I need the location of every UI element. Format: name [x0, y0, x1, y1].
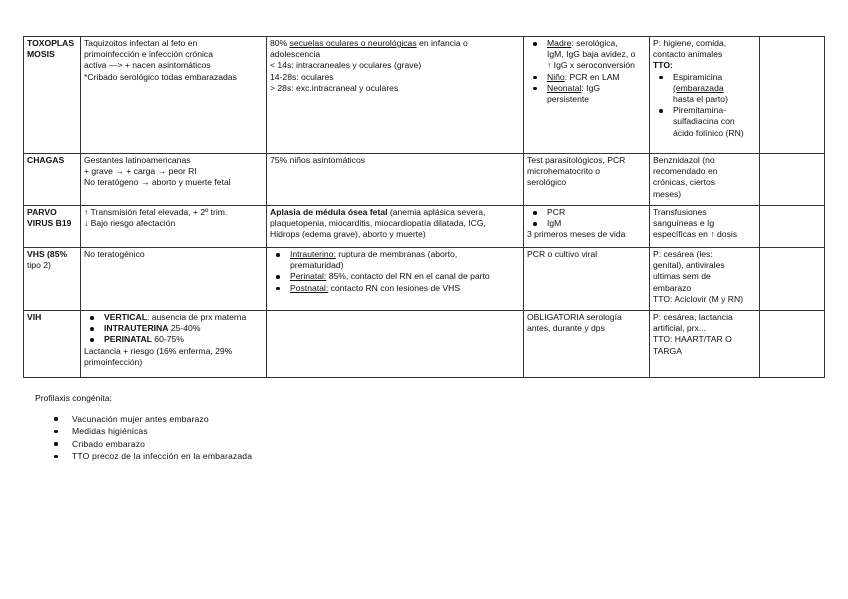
text: ácido folínico (RN) [673, 127, 744, 138]
text: sulfadiacina con [673, 116, 735, 127]
table-row [24, 311, 825, 378]
list-item: Cribado embarazo [35, 438, 252, 451]
prophylaxis-title: Profilaxis congénita: [35, 393, 112, 403]
diagnosis-cell [524, 311, 650, 378]
cell-text: TTO: Aciclovir (M y RN) [653, 293, 744, 304]
infections-table [23, 36, 825, 378]
text: 85%, contacto del RN en el canal de parto [326, 271, 490, 282]
transmission-cell [81, 206, 267, 248]
list-item [527, 83, 646, 105]
disease-name: MOSIS [27, 49, 55, 60]
cell-text: TTO: [653, 60, 673, 71]
text: Espiramicina [673, 71, 723, 82]
list-item [653, 72, 756, 106]
empty-cell [760, 248, 825, 311]
disease-name: PARVO [27, 207, 57, 217]
bold-text: VERTICAL [104, 312, 147, 322]
cell-text: ↑ Transmisión fetal elevada, + 2º trim. [84, 207, 228, 217]
text: en infancia o [416, 38, 468, 48]
disease-name: VIH [27, 312, 42, 322]
cell-text: microhematocrito o [527, 166, 601, 177]
cell-text: serológico [527, 177, 567, 188]
cell-text [270, 207, 520, 218]
table-row [24, 154, 825, 206]
underlined-text: Madre [547, 38, 572, 48]
underlined-text: Perinatal: [290, 271, 327, 282]
text: Piremitamina- [673, 105, 727, 116]
clinical-cell [267, 37, 524, 154]
treatment-cell [650, 206, 760, 248]
cell-text: primoinfección e infección crónica [84, 49, 213, 60]
bullet-list [527, 207, 646, 229]
cell-text: OBLIGATORIA serología [527, 312, 622, 322]
cell-text [270, 38, 520, 49]
bullet-list [270, 249, 520, 294]
cell-text: primoinfección) [84, 356, 143, 367]
cell-text: TARGA [653, 345, 682, 356]
text: hasta el parto) [673, 94, 728, 105]
cell-text: Test parasitológicos, PCR [527, 155, 626, 165]
text: contacto RN con lesiones de VHS [328, 282, 461, 293]
list-item: Medidas higiénicas [35, 425, 252, 438]
cell-text: Taquizoitos infectan al feto en [84, 38, 198, 48]
text: VHS (85% [27, 249, 68, 259]
empty-cell [760, 206, 825, 248]
table-row [24, 206, 825, 248]
cell-text: recomendado en [653, 166, 718, 177]
disease-name-cell [24, 206, 81, 248]
diagnosis-cell [524, 154, 650, 206]
text: prematuridad) [290, 260, 344, 271]
empty-cell [760, 311, 825, 378]
cell-text: Gestantes latinoamericanas [84, 155, 191, 165]
bold-text: INTRAUTERINA [104, 323, 169, 334]
list-item [84, 334, 263, 345]
cell-text: adolescencia [270, 49, 321, 60]
text: : serológica, [571, 38, 618, 48]
cell-text: 3 primeros meses de vida [527, 229, 626, 240]
clinical-cell [267, 206, 524, 248]
cell-text: antes, durante y dps [527, 323, 605, 334]
cell-text: TTO: HAART/TAR O [653, 334, 732, 345]
table-row [24, 248, 825, 311]
disease-name-cell [24, 248, 81, 311]
cell-text: Transfusiones [653, 207, 707, 217]
text: 80% [270, 38, 290, 48]
disease-name: VIRUS B19 [27, 218, 72, 229]
disease-name: tipo 2) [27, 260, 51, 271]
cell-text: > 28s: exc.intracraneal y oculares [270, 82, 399, 93]
list-item: IgM [527, 218, 646, 229]
cell-text: genital), antivirales [653, 260, 725, 271]
disease-name [27, 249, 77, 260]
list-item: PCR [527, 207, 646, 218]
diagnosis-cell [524, 248, 650, 311]
list-item [270, 249, 520, 271]
underlined-text: Neonatal [547, 82, 582, 93]
text: : IgG [581, 82, 601, 93]
transmission-cell [81, 248, 267, 311]
text: (anemia aplásica severa, [387, 207, 486, 217]
cell-text: No teratógeno → aborto y muerte fetal [84, 177, 231, 188]
cell-text: P: cesárea, lactancia [653, 312, 733, 322]
list-item [84, 312, 263, 323]
treatment-cell [650, 154, 760, 206]
transmission-cell [81, 37, 267, 154]
disease-name-cell [24, 37, 81, 154]
clinical-cell [267, 311, 524, 378]
cell-text: activa —> + nacen asintomáticos [84, 60, 211, 71]
list-item [653, 105, 756, 139]
list-item [270, 283, 520, 294]
cell-text: contacto animales [653, 49, 723, 60]
cell-text: ↓ Bajo riesgo afectación [84, 218, 176, 229]
cell-text: sanguíneas e Ig [653, 218, 715, 229]
cell-text: Benznidazol (no [653, 155, 715, 165]
list-item [84, 323, 263, 334]
table-row [24, 37, 825, 154]
treatment-cell [650, 311, 760, 378]
cell-text: 75% niños asintomáticos [270, 155, 366, 165]
disease-name-cell [24, 154, 81, 206]
cell-text: 14-28s: oculares [270, 71, 334, 82]
cell-text: embarazo [653, 282, 692, 293]
bullet-list [527, 38, 646, 105]
cell-text: < 14s: intracraneales y oculares (grave) [270, 60, 422, 71]
cell-text: ultimas sem de [653, 271, 711, 282]
bullet-list [653, 72, 756, 139]
bullet-list [84, 312, 263, 346]
list-item [527, 72, 646, 83]
text: : PCR en LAM [564, 71, 620, 82]
treatment-cell [650, 248, 760, 311]
cell-text: + grave → + carga → peor RI [84, 166, 197, 177]
cell-text: crónicas, ciertos [653, 177, 716, 188]
disease-name: CHAGAS [27, 155, 65, 165]
text: 25-40% [168, 323, 201, 334]
list-item [527, 38, 646, 72]
text: ↑ IgG x seroconversión [547, 60, 635, 71]
list-item [270, 271, 520, 282]
text: ruptura de membranas (aborto, [335, 249, 458, 259]
diagnosis-cell [524, 206, 650, 248]
cell-text: específicas en ↑ dosis [653, 229, 738, 240]
list-item: TTO precoz de la infección en la embarazada [35, 450, 252, 463]
text: IgM, IgG baja avidez, o [547, 49, 636, 60]
text: persistente [547, 94, 590, 105]
bold-text: PERINATAL [104, 334, 152, 345]
disease-name-cell [24, 311, 81, 378]
disease-name: TOXOPLAS [27, 38, 75, 48]
cell-text: Hidrops (edema grave), aborto y muerte) [270, 229, 426, 240]
underlined-text: Intrauterino: [290, 249, 336, 259]
text: (embarazada [673, 82, 724, 93]
text: : ausencia de prx materna [146, 312, 247, 322]
underlined-text: Niño [547, 71, 565, 82]
bold-text: Aplasia de médula ósea fetal [270, 207, 388, 217]
prophylaxis-list [35, 413, 252, 463]
prophylaxis-section [35, 392, 252, 463]
clinical-cell [267, 248, 524, 311]
cell-text: No teratogénico [84, 249, 145, 259]
list-item: Vacunación mujer antes embarazo [35, 413, 252, 426]
cell-text: plaquetopenia, miocarditis, miocardiopatía dilatada, ICG, [270, 218, 486, 229]
transmission-cell [81, 154, 267, 206]
cell-text: PCR o cultivo viral [527, 249, 598, 259]
diagnosis-cell [524, 37, 650, 154]
clinical-cell [267, 154, 524, 206]
cell-text: Lactancia + riesgo (16% enferma, 29% [84, 345, 233, 356]
empty-cell [760, 154, 825, 206]
transmission-cell [81, 311, 267, 378]
text: 60-75% [151, 334, 184, 345]
underlined-text: secuelas oculares o neurológicas [289, 38, 417, 48]
empty-cell [760, 37, 825, 154]
cell-text: P: higiene, comida, [653, 38, 727, 48]
cell-text: P: cesárea (les: [653, 249, 713, 259]
cell-text: meses) [653, 188, 682, 199]
cell-text: artificial, prx... [653, 323, 707, 334]
underlined-text: Postnatal: [290, 282, 329, 293]
cell-text: *Cribado serológico todas embarazadas [84, 71, 237, 82]
treatment-cell [650, 37, 760, 154]
